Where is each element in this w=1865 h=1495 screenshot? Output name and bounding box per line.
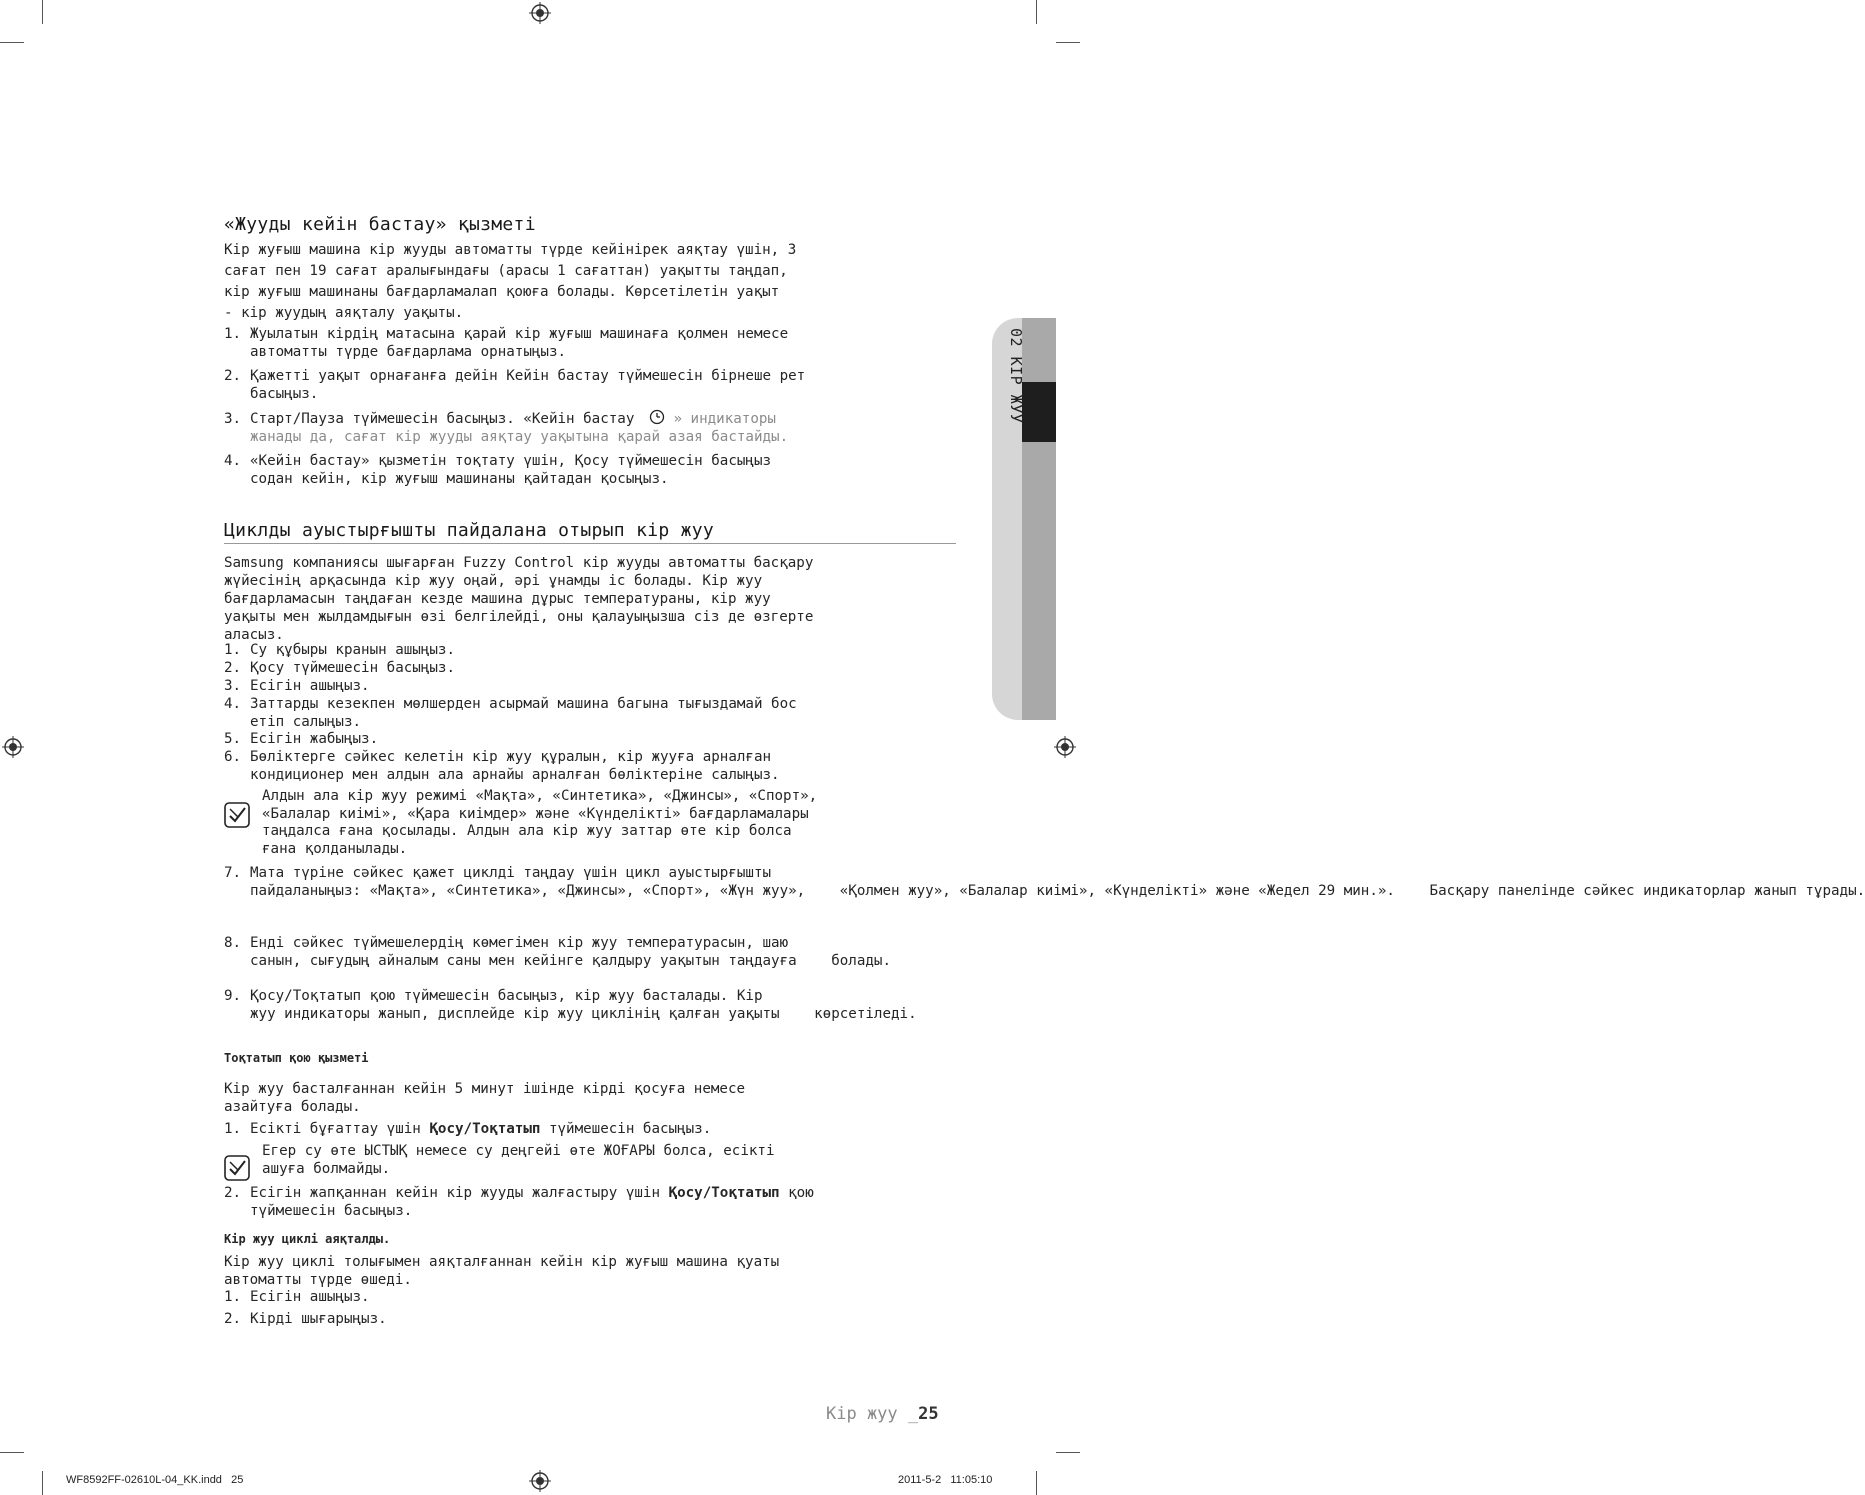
crop-mark xyxy=(42,1471,43,1495)
section-title-delay-start: «Жууды кейін бастау» қызметі xyxy=(224,214,536,235)
chapter-tab-label: 02 КІР ЖУУ xyxy=(1007,328,1025,424)
registration-mark-icon xyxy=(2,736,24,758)
clock-icon xyxy=(649,409,665,425)
list-item: 1. Су құбыры кранын ашыңыз. xyxy=(224,642,455,658)
subheading-cycle-end: Кір жуу циклі аяқталды. xyxy=(224,1232,391,1246)
chapter-tab-stripe xyxy=(1022,318,1056,720)
list-item: 2. Есігін жапқаннан кейін кір жууды жалғастыру үшін Қосу/Тоқтатып қою түймешесін басыңыз. xyxy=(224,1185,814,1219)
section-divider xyxy=(224,543,956,544)
list-item: 3. Есігін ашыңыз. xyxy=(224,678,370,694)
section-title-cycle-selector: Циклды ауыстырғышты пайдалана отырып кір жуу xyxy=(224,520,715,541)
list-item: 2. Кірді шығарыңыз. xyxy=(224,1311,387,1327)
list-item: 4. «Кейін бастау» қызметін тоқтату үшін, Қосу түймешесін басыңыз содан кейін, кір жуғыш машинаны қайтадан қосыңыз. xyxy=(224,453,772,487)
subheading-pause: Тоқтатып қою қызметі xyxy=(224,1051,369,1065)
crop-mark xyxy=(1036,0,1037,24)
list-item: 2. Қажетті уақыт орнағанға дейін Кейін бастау түймешесін бірнеше рет басыңыз. xyxy=(224,368,806,402)
chapter-tab-marker xyxy=(1022,382,1056,442)
section2-intro: Samsung компаниясы шығарған Fuzzy Control кір жууды автоматты басқару жүйесінің арқасында кір жуу оңай, әрі ұнамды іс болады. Кір жуу бағдарламасын таңдаған кезде машина дұрыс температураны, кір жуу уақыты мен жылдамдығын өзі белгілейді, оны қалауыңызша сіз де өзгерте аласыз. xyxy=(224,555,814,643)
section1-intro: Кір жуғыш машина кір жууды автоматты түрде кейінірек аяқтау үшін, 3 сағат пен 19 сағат аралығындағы (арасы 1 сағаттан) уақытты таңдап, кір жуғыш машинаны бағдарламалап қоюға болады. Көрсетілетін уақыт - кір жуудың аяқталу уақыты. xyxy=(224,242,797,321)
crop-mark xyxy=(42,0,43,24)
list-item: 4. Заттарды кезекпен мөлшерден асырмай машина багына тығыздамай бос етіп салыңыз. xyxy=(224,696,797,730)
registration-mark-icon xyxy=(1054,736,1076,758)
note-door-lock: Егер су өте ЫСТЫҚ немесе су деңгейі өте ЖОҒАРЫ болса, есікті ашуға болмайды. xyxy=(262,1143,775,1177)
list-item: 3. Старт/Пауза түймешесін басыңыз. «Кейін бастау » индикаторы жанады да, сағат кір жууды аяқтау уақытына қарай азая бастайды. xyxy=(224,411,789,445)
list-item: 7. Мата түріне сәйкес қажет циклді таңдау үшін цикл ауыстырғышты пайдаланыңыз: «Мақта», «Синтетика», «Джинсы», «Спорт», «Жүн жуу», «Қолмен жуу», «Балалар киімі», «Күнделікті» және «Жедел 29 мин.». Басқару панелінде сәйкес индикаторлар жанып тұрады. xyxy=(224,865,1865,899)
note-icon xyxy=(224,802,250,828)
end-intro: Кір жуу циклі толығымен аяқталғаннан кейін кір жуғыш машина қуаты автоматты түрде өшеді. xyxy=(224,1254,780,1288)
page-number: 25 xyxy=(918,1404,939,1424)
list-item: 5. Есігін жабыңыз. xyxy=(224,731,379,747)
print-slug-date: 2011-5-2 11:05:10 xyxy=(898,1474,993,1486)
page-footer xyxy=(826,1404,939,1424)
footer-section-label: Кір жуу _ xyxy=(826,1404,919,1424)
list-item: 1. Жуылатын кірдің матасына қарай кір жуғыш машинаға қолмен немесе автоматты түрде бағдарлама орнатыңыз. xyxy=(224,326,789,360)
note-icon xyxy=(224,1155,250,1181)
list-item: 8. Енді сәйкес түймешелердің көмегімен кір жуу температурасын, шаю санын, сығудың айналым саны мен кейінге қалдыру уақытын таңдауға болады. xyxy=(224,935,892,969)
list-item: 1. Есігін ашыңыз. xyxy=(224,1289,370,1305)
note-prewash: Алдын ала кір жуу режимі «Мақта», «Синтетика», «Джинсы», «Спорт», «Балалар киімі», «Қара киімдер» және «Күнделікті» бағдарламалары таңдалса ғана қосылады. Алдын ала кір жуу заттар өте кір болса ғана қолданылады. xyxy=(262,788,818,857)
crop-mark xyxy=(1056,1452,1080,1453)
crop-mark xyxy=(1056,42,1080,43)
crop-mark xyxy=(0,1452,24,1453)
list-item: 1. Есікті бұғаттау үшін Қосу/Тоқтатып түймешесін басыңыз. xyxy=(224,1121,712,1137)
pause-intro: Кір жуу басталғаннан кейін 5 минут ішінде кірді қосуға немесе азайтуға болады. xyxy=(224,1081,746,1115)
crop-mark xyxy=(1036,1471,1037,1495)
list-item: 2. Қосу түймешесін басыңыз. xyxy=(224,660,455,676)
registration-mark-icon xyxy=(529,2,551,24)
crop-mark xyxy=(0,42,24,43)
list-item: 6. Бөліктерге сәйкес келетін кір жуу құралын, кір жууға арналған кондиционер мен алдын ала арнайы арналған бөліктеріне салыңыз. xyxy=(224,749,780,783)
registration-mark-icon xyxy=(529,1470,551,1492)
list-item: 9. Қосу/Тоқтатып қою түймешесін басыңыз, кір жуу басталады. Кір жуу индикаторы жанып, дисплейде кір жуу циклінің қалған уақыты көрсетіледі. xyxy=(224,988,917,1022)
print-slug-file: WF8592FF-02610L-04_KK.indd 25 xyxy=(66,1474,244,1486)
